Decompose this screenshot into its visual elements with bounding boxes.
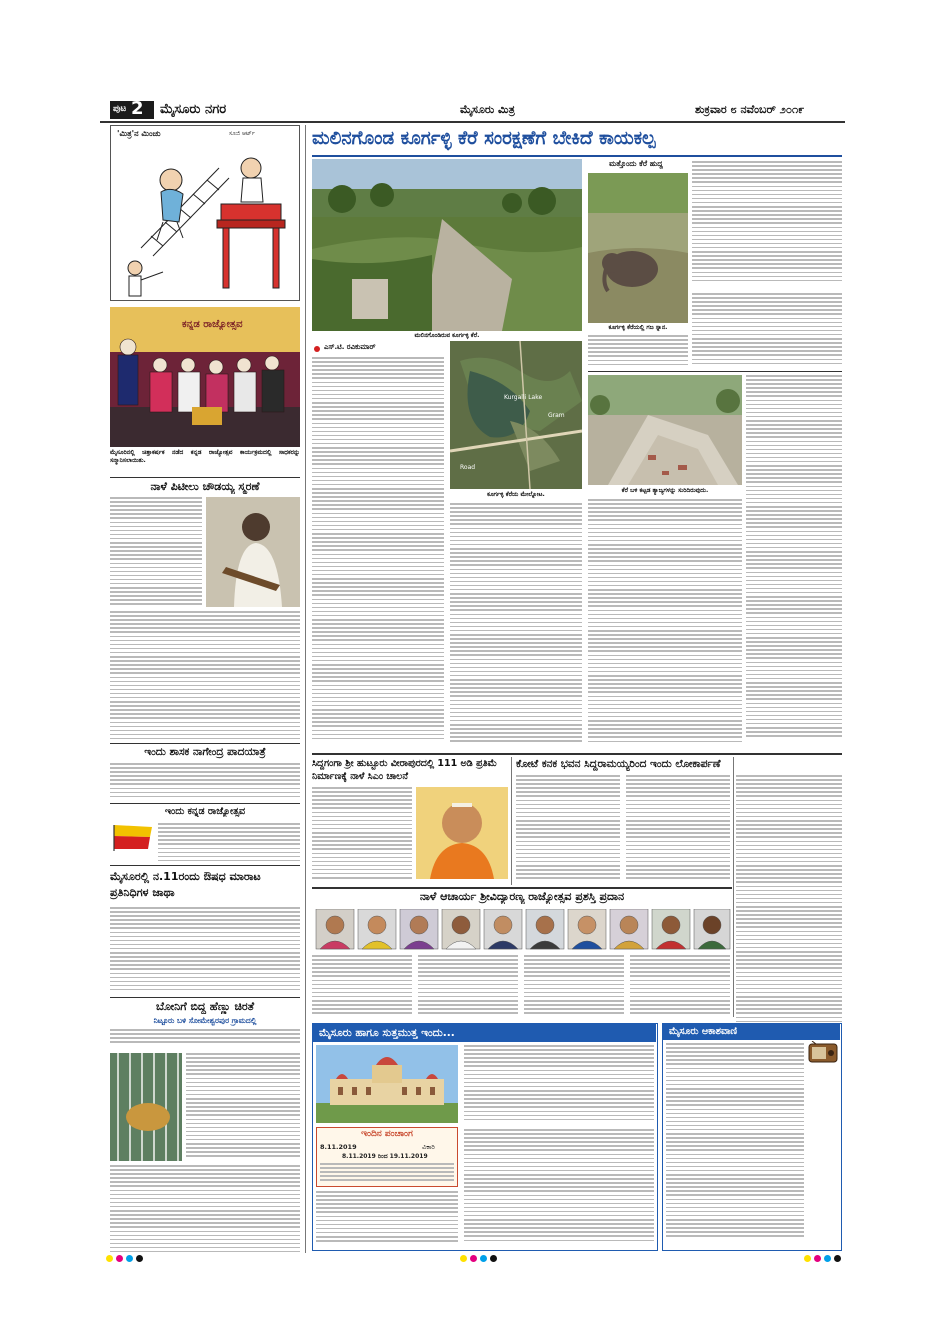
leopard-subhead: ನಿಟ್ಟೂರು ಬಳಿ ಸೋಮೇಶ್ವರಪುರ ಗ್ರಾಮದಲ್ಲಿ [153,1016,257,1025]
panchanga-label: ವಿಕಾರಿ [422,1143,435,1151]
column-divider [305,125,306,1253]
sidebar-title: ಮತ್ತೊಂದು ಕೆರೆ ಹುದ್ದ [609,159,663,168]
awards-headline: ನಾಳೆ ಆಚಾರ್ಯ ಶ್ರೀವಿದ್ಯಾರಣ್ಯ ರಾಜ್ಯೋತ್ಸವ ಪ್ರಶಸ್ತಿ ಪ್ರದಾನ [419,890,625,903]
nagendra-headline: ಇಂದು ಶಾಸಕ ನಾಗೇಂದ್ರ ಪಾದಯಾತ್ರೆ [144,746,266,758]
rajyotsava-caption: ಮೈಸೂರಿನಲ್ಲಿ ಚಿತ್ತಾಕರ್ಷಕ ನಡೆದ ಕನ್ನಡ ರಾಜ್ಯೋತ್ಸವ ಕಾರ್ಯಕ್ರಮದಲ್ಲಿ ಸಾಧಕರನ್ನು ಸನ್ಮಾನಿಸಲಾಯಿತು. [110,449,300,464]
leopard-headline: ಬೋನಿಗೆ ಬಿದ್ದ ಹೆಣ್ಣು ಚಿರತೆ [155,1000,255,1013]
chowdaiah-portrait [206,497,300,607]
patil-headline: ನಾಳೆ ಪಿಟೀಲು ಚೌಡಯ್ಯ ಸ್ಮರಣೆ [150,480,260,493]
jatha-headline: ಮೈಸೂರಲ್ಲಿ ನ.11ರಂದು ಔಷಧ ಮಾರಾಟ ಪ್ರತಿನಿಧಿಗಳ ಜಾಥಾ [110,870,261,899]
lead-byline: ಎಸ್.ಟಿ. ರವಿಕುಮಾರ್ [324,343,376,351]
elephant-photo [588,173,688,323]
map-label-gram: Gram [548,412,565,419]
swamiji-portrait [416,787,508,879]
kote-headline: ಕೋಟೆ ಕನಕ ಭವನ ಸಿದ್ದರಾಮಯ್ಯರಿಂದ ಇಂದು ಲೋಕಾರ್ಪಣೆ [516,758,721,770]
newspaper-page [100,95,845,1260]
cartoon-title: 'ಮಿತ್ರ'ನ ಮಿಂಚು [117,129,161,138]
cartoon-panel [110,125,300,301]
satellite-map [450,341,582,489]
map-label-lake: Kurgalli Lake [504,394,543,401]
paper-name: ಮೈಸೂರು ಮಿತ್ರ [460,103,515,116]
elephant-caption: ಕೂರ್ಗಳ್ಳಿ ಕೆರೆಯಲ್ಲಿ ಗಜ ಸ್ನಾನ. [608,324,668,331]
radio-header: ಮೈಸೂರು ಆಕಾಶವಾಣಿ [663,1024,840,1040]
page-date: ಶುಕ್ರವಾರ ೮ ನವೆಂಬರ್ ೨೦೧೯ [695,103,805,116]
lake-photo [312,159,582,331]
leopard-cage-photo [110,1053,182,1161]
lead-headline: ಮಲಿನಗೊಂಡ ಕೂರ್ಗಳ್ಳಿ ಕೆರೆ ಸಂರಕ್ಷಣೆಗೆ ಬೇಕಿದೆ ಕಾಯಕಲ್ಪ [312,128,656,149]
siddaganga-headline: ಸಿದ್ದಗಂಗಾ ಶ್ರೀ ಹುಟ್ಟೂರು ವೀರಾಪುರದಲ್ಲಿ 111 ಅಡಿ ಪ್ರತಿಮೆ ನಿರ್ಮಾಣಕ್ಕೆ ನಾಳೆ ಸಿಎಂ ಚಾಲನೆ [312,758,498,782]
section-title: ಮೈಸೂರು ನಗರ [160,102,227,117]
cartoon-illustration [111,140,299,300]
kannada-flag-icon [112,823,154,851]
page-number: 2 [131,98,144,119]
radio-icon [808,1041,838,1063]
cartoon-artist: ಸೂಜಿ ಆರ್ಟ್ [229,130,255,137]
kannada-headline: ಇಂದು ಕನ್ನಡ ರಾಜ್ಯೋತ್ಸವ [164,806,246,817]
panchanga-date: 8.11.2019 [320,1143,357,1151]
panchanga-range: 8.11.2019 ರಿಂದ 19.11.2019 [342,1153,428,1160]
rajyotsava-banner: ಕನ್ನಡ ರಾಜ್ಯೋತ್ಸವ [182,319,243,330]
debris-photo [588,375,742,485]
map-label-road: Road [460,464,476,471]
byline-marker [314,346,320,352]
debris-caption: ಕೆರೆ ಬಳಿ ಕಟ್ಟಡ ತ್ಯಾಜ್ಯಗಳನ್ನು ಸುರಿದಿರುವುದು. [621,487,709,494]
lake-photo-caption: ಮಲಿನಗೊಂಡಿರುವ ಕೂರ್ಗಳ್ಳಿ ಕೆರೆ. [414,332,480,339]
panchanga-title: ಇಂದಿನ ಪಂಚಾಂಗ [361,1129,413,1139]
map-caption: ಕೂರ್ಗಳ್ಳಿ ಕೆರೆಯ ಮೇಲ್ನೋಟ. [487,491,545,498]
today-header: ಮೈಸೂರು ಹಾಗೂ ಸುತ್ತಮುತ್ತ ಇಂದು... [313,1024,656,1042]
award-portraits [314,909,732,953]
palace-photo [316,1045,458,1123]
page-label: ಪುಟ [113,104,127,114]
